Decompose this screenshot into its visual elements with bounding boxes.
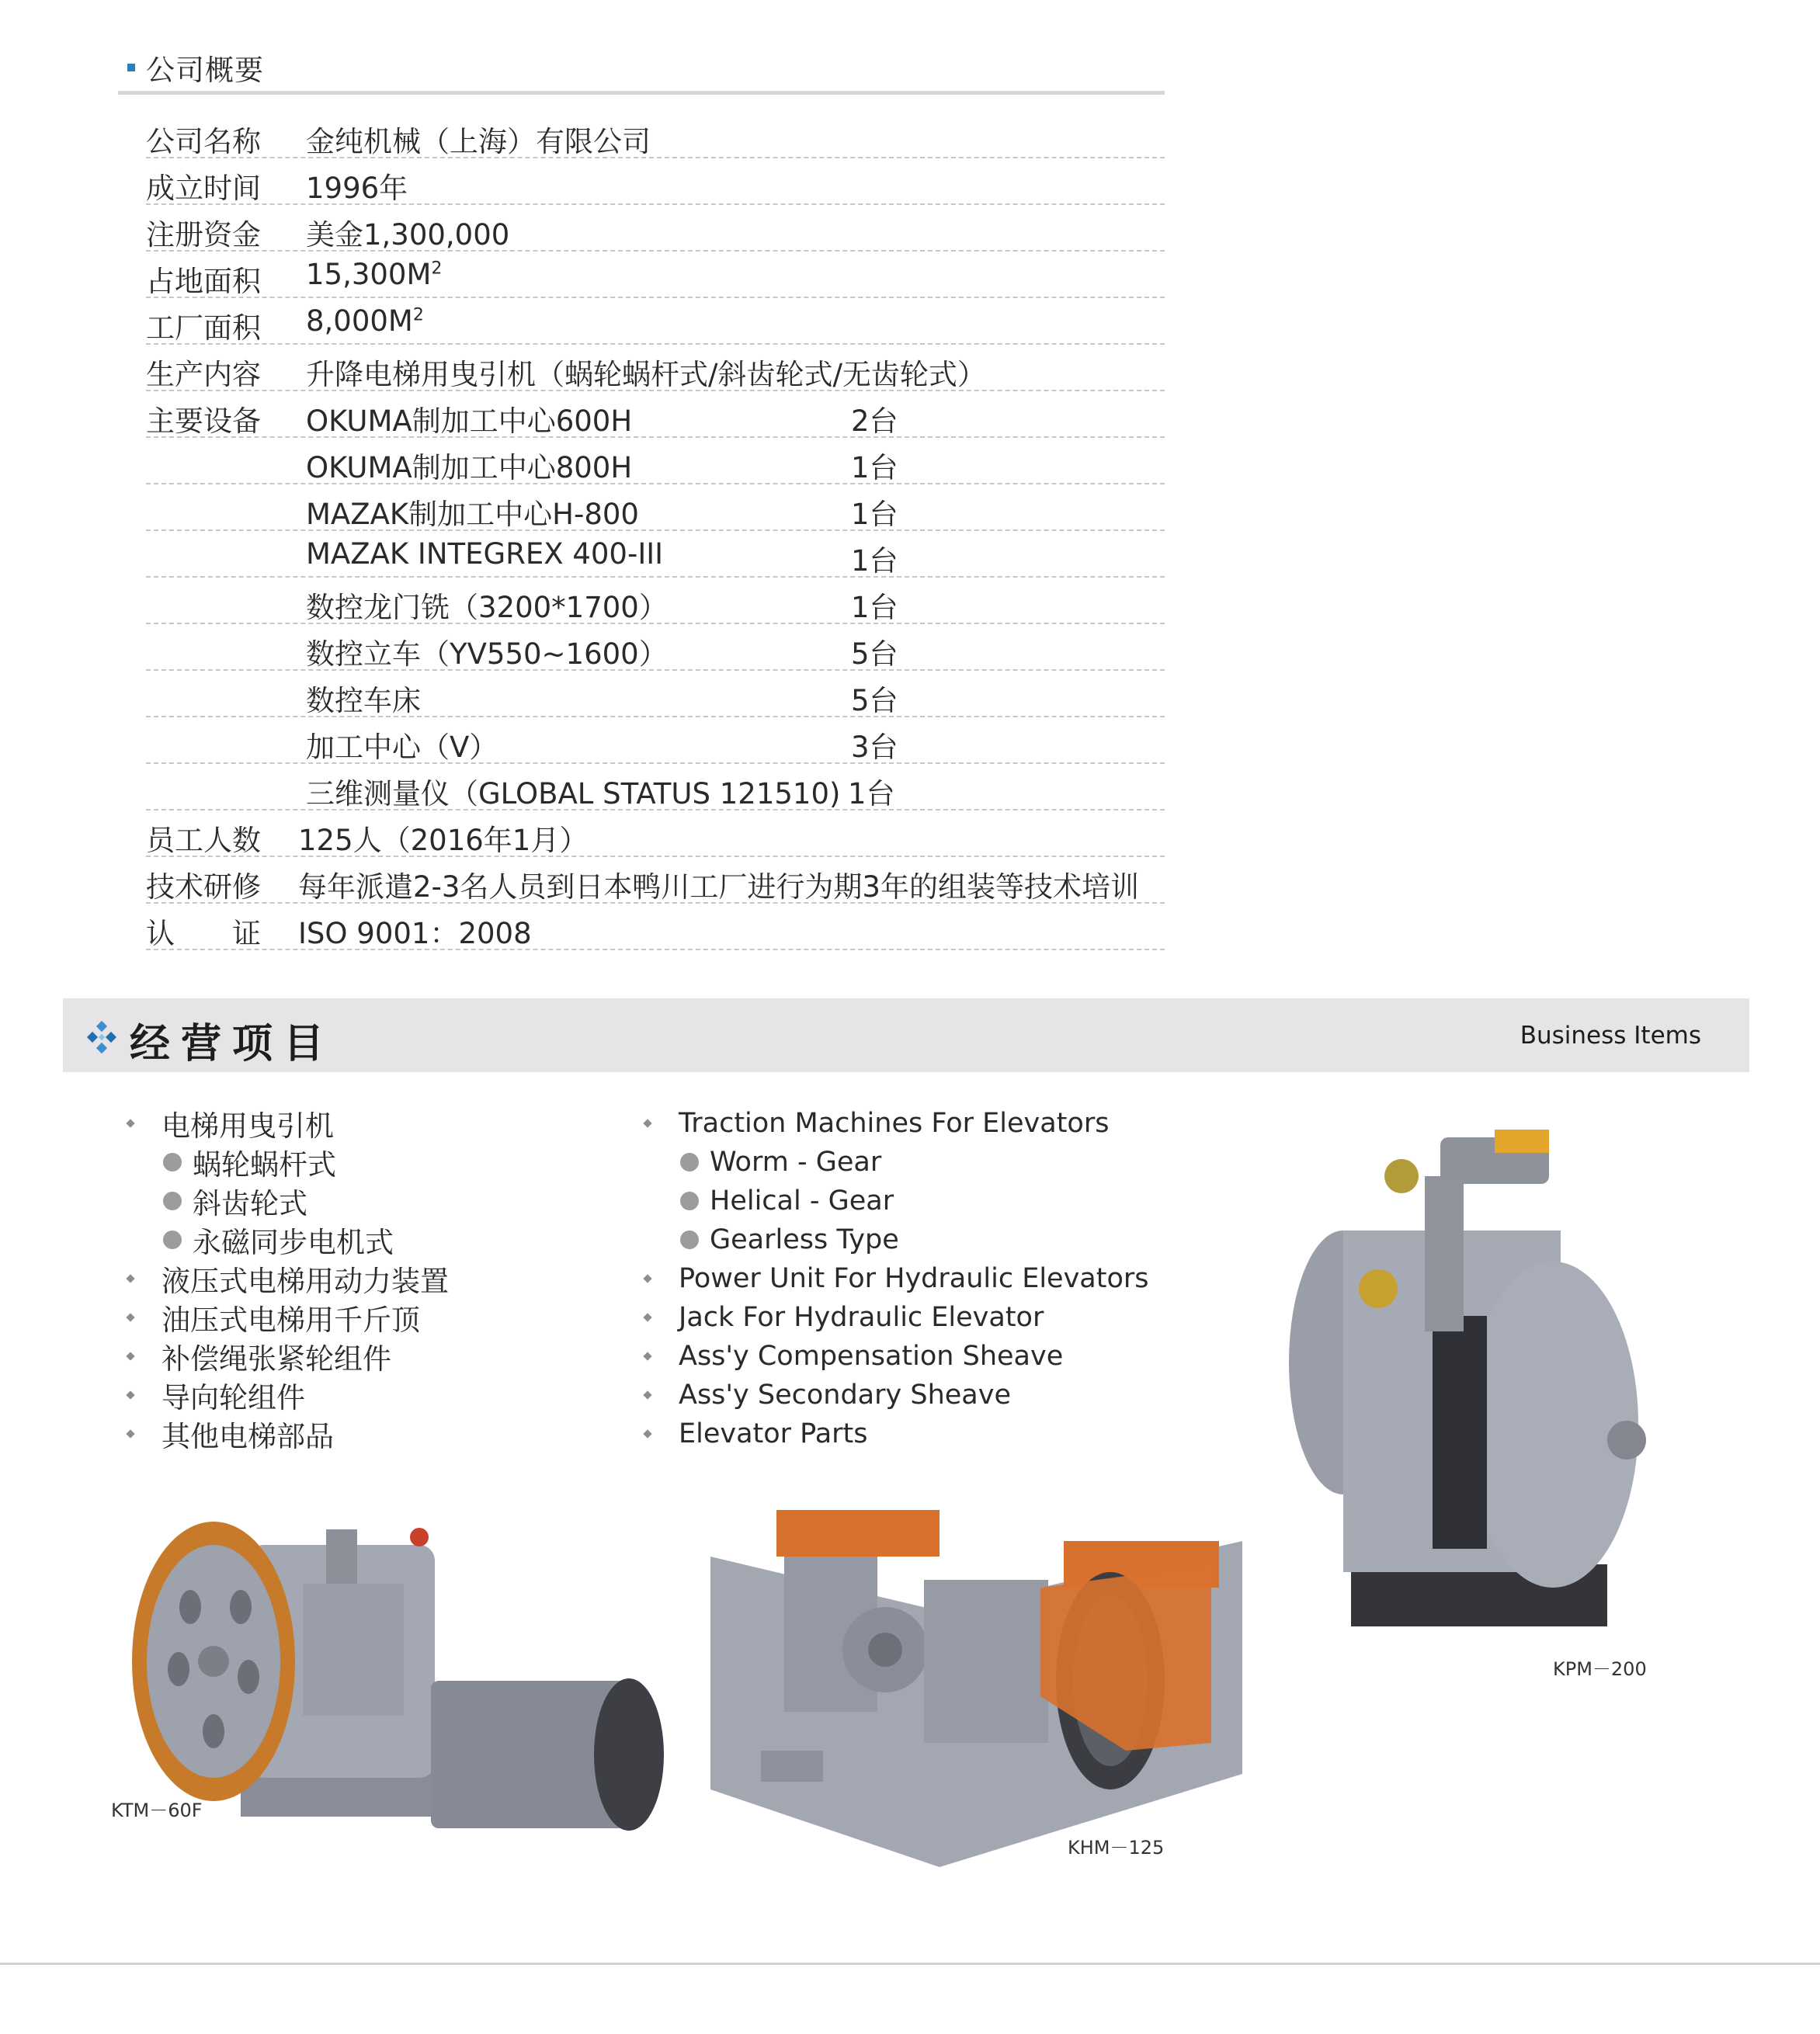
equipment-row [146,671,1165,717]
overview-row [146,112,1165,158]
business-title: 经营项目 [130,1021,335,1067]
superscript: 2 [412,305,424,325]
row-label: 技术研修 [146,870,261,904]
equipment-row [146,717,1165,764]
kpm-200-machine-image [1285,1130,1673,1657]
superscript: 2 [431,259,443,279]
product-caption: KTM－60F [111,1800,203,1821]
equipment-count: 1台 [851,591,898,624]
equipment-row [146,484,1165,531]
equipment-name [306,630,668,672]
row-value-text: ISO 9001：2008 [298,917,532,950]
row-value-text: 三维测量仪（GLOBAL STATUS 121510) [306,777,841,810]
diamond-bullet-icon [643,1274,651,1283]
equipment-row [146,531,1165,578]
diamond-bullet-icon [643,1352,651,1360]
equipment-name [306,677,421,719]
list-item-text: Traction Machines For Elevators [679,1108,1110,1139]
sub-list-item [127,1182,449,1220]
business-title-en: Business Items [1520,1022,1701,1050]
row-label: 员工人数 [146,824,261,857]
row-value-text: 金纯机械（上海）有限公司 [306,125,651,158]
list-item [644,1298,1149,1337]
list-item [127,1298,449,1337]
sub-list-item [127,1220,449,1259]
list-item-text: 斜齿轮式 [193,1187,307,1220]
circle-bullet-icon [163,1230,182,1249]
row-value [306,304,424,338]
list-item-text: Ass'y Secondary Sheave [679,1380,1011,1411]
row-value-text: 125人（2016年1月） [298,824,589,857]
equipment-count: 1台 [848,777,895,810]
row-value-text: MAZAK制加工中心H-800 [306,498,639,531]
row-value-text: 数控立车（YV550~1600） [306,637,668,671]
diamond-bullet-icon [126,1274,134,1283]
equipment-count: 5台 [851,637,898,671]
list-item-text: 油压式电梯用千斤顶 [162,1303,420,1337]
equipment-name [306,537,663,571]
row-value [298,910,532,952]
list-item-text: Helical - Gear [710,1185,894,1217]
list-item-text: 其他电梯部品 [162,1420,334,1453]
row-value [298,817,588,859]
list-item [644,1337,1149,1376]
diamond-bullet-icon [643,1313,651,1321]
product-caption: KHM－125 [1068,1837,1165,1859]
equipment-count: 1台 [851,544,898,578]
list-item-text: 液压式电梯用动力装置 [162,1265,449,1298]
overview-table [146,112,1165,950]
row-value [306,258,442,291]
diamond-bullet-icon [126,1313,134,1321]
circle-bullet-icon [680,1153,699,1171]
diamond-cluster-icon [85,1020,119,1054]
list-item [127,1259,449,1298]
bottom-rule [0,1963,1820,1965]
equipment-count: 2台 [851,404,898,438]
row-label: 注册资金 [146,218,261,252]
row-label: 成立时间 [146,172,261,205]
list-item [127,1376,449,1414]
equipment-count: 1台 [851,498,898,531]
list-item-text: Ass'y Compensation Sheave [679,1341,1064,1372]
overview-heading-text: 公司概要 [146,54,264,87]
business-list-cn [127,1104,449,1453]
equipment-name [306,491,639,533]
row-value-text: 1996年 [306,172,408,205]
circle-bullet-icon [680,1230,699,1249]
row-value [306,211,509,253]
row-value-text: 每年派遣2-3名人员到日本鸭川工厂进行为期3年的组装等技术培训 [298,870,1139,904]
product-caption: KPM－200 [1553,1658,1647,1680]
row-label: 生产内容 [146,358,261,391]
list-item [644,1104,1149,1143]
list-item [644,1259,1149,1298]
row-value-text: 8,000M [306,304,413,338]
row-label: 工厂面积 [146,311,261,345]
equipment-row [146,764,1165,810]
diamond-bullet-icon [126,1390,134,1399]
diamond-bullet-icon [643,1119,651,1127]
equipment-count: 5台 [851,684,898,717]
sub-list-item [644,1182,1149,1220]
equipment-name [306,770,840,812]
row-value [306,165,408,207]
list-item-text: Elevator Parts [679,1418,868,1449]
row-label: 认 证 [146,917,261,950]
row-value-text: 升降电梯用曳引机（蜗轮蜗杆式/斜齿轮式/无齿轮式） [306,358,986,391]
list-item [127,1104,449,1143]
list-item-text: Gearless Type [710,1224,899,1255]
overview-row [146,857,1165,904]
overview-row [146,205,1165,252]
overview-row [146,158,1165,205]
list-item [644,1414,1149,1453]
overview-row [146,904,1165,950]
equipment-row [146,438,1165,484]
diamond-bullet-icon [126,1119,134,1127]
equipment-row [146,578,1165,624]
list-item [127,1414,449,1453]
list-item-text: 电梯用曳引机 [162,1109,334,1143]
equipment-count: 3台 [851,731,898,764]
diamond-bullet-icon [643,1390,651,1399]
circle-bullet-icon [163,1192,182,1210]
business-list-en [644,1104,1149,1453]
diamond-bullet-icon [126,1352,134,1360]
list-item-text: 永磁同步电机式 [193,1226,394,1259]
overview-row [146,298,1165,345]
row-value [298,863,1139,905]
diamond-bullet-icon [126,1429,134,1438]
overview-row [146,252,1165,298]
row-value-text: OKUMA制加工中心800H [306,451,633,484]
list-item-text: Power Unit For Hydraulic Elevators [679,1263,1149,1294]
row-value [306,351,986,393]
heading-square-icon [127,64,135,71]
row-value [306,118,651,160]
sub-list-item [644,1220,1149,1259]
row-value-text: 15,300M [306,258,432,291]
row-label: 主要设备 [146,404,261,438]
row-value-text: 数控龙门铣（3200*1700） [306,591,668,624]
overview-row [146,810,1165,857]
sub-list-item [644,1143,1149,1182]
row-label: 公司名称 [146,125,261,158]
equipment-name [306,444,632,486]
sub-list-item [127,1143,449,1182]
list-item-text: 导向轮组件 [162,1381,305,1414]
row-value-text: 美金1,300,000 [306,218,510,252]
equipment-row [146,391,1165,438]
overview-row [146,345,1165,391]
list-item [644,1376,1149,1414]
row-value-text: 加工中心（V） [306,731,498,764]
list-item-text: 蜗轮蜗杆式 [193,1148,336,1182]
list-item-text: Jack For Hydraulic Elevator [679,1302,1044,1333]
equipment-count: 1台 [851,451,898,484]
list-item-text: 补偿绳张紧轮组件 [162,1342,391,1376]
equipment-row [146,624,1165,671]
business-header-bar [63,998,1749,1072]
equipment-name [306,724,498,765]
list-item [127,1337,449,1376]
equipment-name [306,397,632,439]
row-value-text: OKUMA制加工中心600H [306,404,633,438]
row-value-text: 数控车床 [306,684,421,717]
row-value-text: MAZAK INTEGREX 400-III [306,537,664,571]
diamond-bullet-icon [643,1429,651,1438]
equipment-name [306,584,668,626]
overview-heading-rule [118,91,1165,95]
circle-bullet-icon [163,1153,182,1171]
row-label: 占地面积 [146,265,261,298]
ktm-60f-machine-image [124,1514,683,1855]
circle-bullet-icon [680,1192,699,1210]
khm-125-machine-image [707,1494,1250,1883]
list-item-text: Worm - Gear [710,1147,882,1178]
overview-heading [127,51,264,87]
